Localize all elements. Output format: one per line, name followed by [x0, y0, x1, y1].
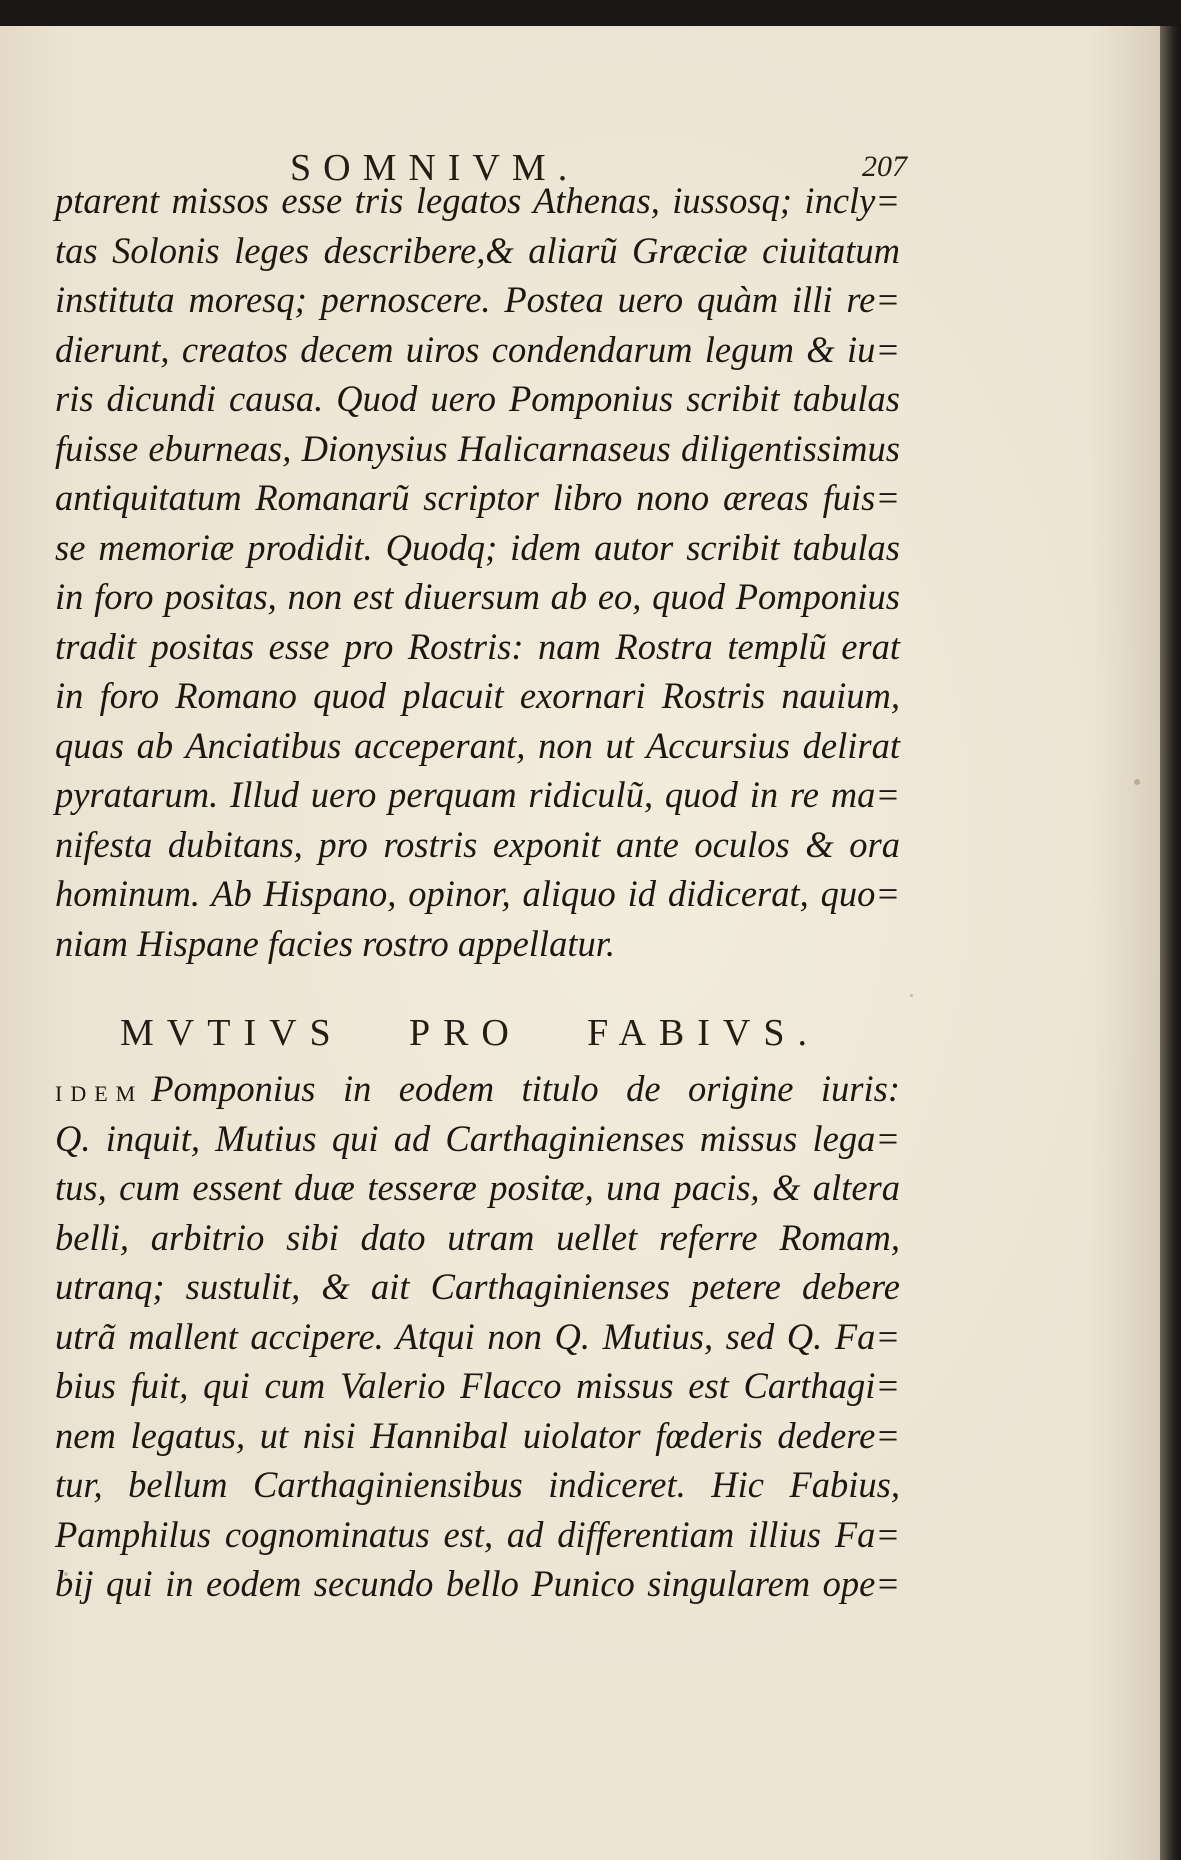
paper-spot [64, 1572, 68, 1576]
text-line: utrã mallent accipere. Atqui non Q. Mutius, sed Q. Fa= [55, 1315, 900, 1357]
first-line-text: Pomponius in eodem titulo de origine iuris: [151, 1068, 900, 1109]
paper-spot [910, 994, 913, 997]
text-line: ptarent missos esse tris legatos Athenas, iussosq; incly= [55, 180, 900, 221]
paragraph-2 [55, 1064, 900, 1609]
text-line: nem legatus, ut nisi Hannibal uiolator fœderis dedere= [55, 1414, 900, 1456]
book-page [0, 26, 1162, 1860]
text-line: Q. inquit, Mutius qui ad Carthaginienses missus lega= [55, 1117, 900, 1159]
page-number: 207 [862, 150, 907, 183]
text-line: fuisse eburneas, Dionysius Halicarnaseus diligentissimus [55, 427, 900, 469]
text-line: ris dicundi causa. Quod uero Pomponius scribit tabulas [55, 378, 900, 419]
text-line: tur, bellum Carthaginiensibus indiceret. Hic Fabius, [55, 1464, 900, 1505]
text-line: bius fuit, qui cum Valerio Flacco missus est Carthagi= [55, 1365, 900, 1406]
text-line: instituta moresq; pernoscere. Postea uero quàm illi re= [55, 279, 900, 320]
text-line: tas Solonis leges describere,& aliarũ Græciæ ciuitatum [55, 229, 900, 271]
text-line: dierunt, creatos decem uiros condendarum legum & iu= [55, 328, 900, 370]
paragraph-opening-word: IDEM [55, 1081, 144, 1106]
text-line: niam Hispane facies rostro appellatur. [55, 922, 615, 964]
text-line: utranq; sustulit, & ait Carthaginienses petere debere [55, 1266, 900, 1307]
text-line: in foro Romano quod placuit exornari Rostris nauium, [55, 675, 900, 716]
text-line: quas ab Anciatibus acceperant, non ut Accursius delirat [55, 724, 900, 766]
text-line: tradit positas esse pro Rostris: nam Rostra templũ erat [55, 625, 900, 667]
text-line: Pamphilus cognominatus est, ad differentiam illius Fa= [55, 1513, 900, 1555]
text-line: hominum. Ab Hispano, opinor, aliquo id didicerat, quo= [55, 873, 900, 914]
text-line: in foro positas, non est diuersum ab eo, quod Pomponius [55, 576, 900, 617]
page-edge-shadow [1160, 26, 1181, 1860]
text-line: pyratarum. Illud uero perquam ridiculũ, quod in re ma= [55, 774, 900, 815]
text-line-first [55, 1064, 900, 1114]
section-heading: MVTIVS PRO FABIVS. [120, 1012, 820, 1054]
paragraph-1 [55, 176, 900, 968]
running-head: SOMNIVM. [290, 147, 580, 189]
text-line: se memoriæ prodidit. Quodq; idem autor scribit tabulas [55, 526, 900, 568]
paper-spot [1134, 779, 1140, 785]
text-line: belli, arbitrio sibi dato utram uellet referre Romam, [55, 1216, 900, 1258]
text-line: nifesta dubitans, pro rostris exponit ante oculos & ora [55, 823, 900, 865]
text-line: antiquitatum Romanarũ scriptor libro nono æreas fuis= [55, 477, 900, 518]
text-line: bij qui in eodem secundo bello Punico singularem ope= [55, 1563, 900, 1604]
text-line: tus, cum essent duæ tesseræ positæ, una pacis, & altera [55, 1167, 900, 1208]
